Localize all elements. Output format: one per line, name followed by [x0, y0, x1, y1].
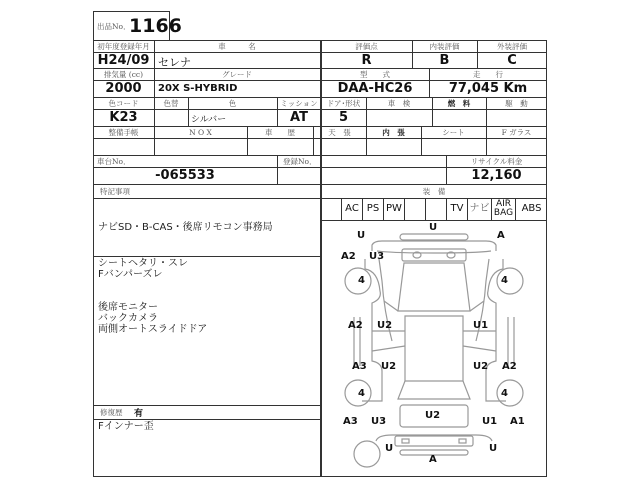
- damage-rear-left: U: [385, 443, 394, 454]
- mileage-label: 走 行: [473, 70, 503, 79]
- car-name-label: 車 名: [218, 42, 256, 51]
- headliner-label: 天 張: [328, 128, 351, 137]
- color-code-value: K23: [109, 110, 138, 125]
- inspector-note: [98, 280, 207, 302]
- color-code-label: 色コード: [108, 99, 139, 108]
- damage-left-rear-fender-a: A3: [343, 416, 358, 427]
- damage-left-rear-door-a: A3: [352, 361, 367, 372]
- displacement-value: 2000: [105, 81, 142, 96]
- lot-number-label: 出品No．: [97, 22, 131, 31]
- model-code-value: DAA-HC26: [337, 81, 413, 96]
- equipment-item: [405, 199, 426, 220]
- recycle-fee-value: 12,160: [471, 168, 522, 183]
- damage-right-front-door: U1: [473, 320, 489, 331]
- repair-note: Fインナー歪: [98, 421, 154, 432]
- windshield-label: F ガラス: [501, 128, 532, 137]
- damage-left-rear-door-b: U2: [381, 361, 397, 372]
- interior-trim-label: 内 張: [382, 128, 405, 137]
- nox-label: N O X: [189, 128, 212, 137]
- damage-right-rear-door-a: U2: [473, 361, 489, 372]
- equipment-abs: ABS: [521, 203, 542, 214]
- damage-rear-bumper: A: [429, 454, 437, 465]
- damage-right-rear-fender-b: A1: [510, 416, 525, 427]
- score-label: 評価点: [355, 42, 378, 51]
- damage-right-rear-fender-a: U1: [482, 416, 498, 427]
- grade-label: グレード: [222, 70, 252, 79]
- reg-date-label: 初年度登録年月: [97, 42, 150, 51]
- inspector-notes: [98, 258, 207, 335]
- inspector-note: 後席モニター: [98, 302, 158, 313]
- damage-left-front-door-a: A2: [348, 320, 363, 331]
- damage-front-right: A: [497, 230, 505, 241]
- maintenance-book-label: 整備手帳: [108, 128, 139, 137]
- damage-right-rear-door-b: A2: [502, 361, 517, 372]
- interior-grade-label: 内装評価: [429, 42, 460, 51]
- damage-left-rear-fender-b: U3: [371, 416, 387, 427]
- exterior-grade-label: 外装評価: [497, 42, 527, 51]
- equipment-title: 装 備: [422, 187, 446, 196]
- score-value: R: [361, 53, 372, 68]
- repaint-label: 色替: [163, 99, 179, 108]
- damage-left-front-fender-b: U3: [369, 251, 385, 262]
- model-code-label: 型 式: [360, 70, 390, 79]
- vehicle-history-label: 車 歴: [265, 128, 295, 137]
- door-type-value: 5: [338, 110, 349, 125]
- damage-rear-right: U: [489, 443, 498, 454]
- equipment-navi: ナビ: [468, 199, 492, 220]
- seat-label: シート: [442, 128, 465, 137]
- car-name-value: セレナ: [158, 56, 191, 69]
- drive-label: 駆 動: [505, 99, 528, 108]
- damage-left-front-fender-a: A2: [341, 251, 356, 262]
- equipment-airbag: AIR BAG: [492, 199, 516, 220]
- notes-line-1: ナビSD・B-CAS・後席リモコン事務局: [98, 222, 273, 233]
- inspector-note: Fバンパーズレ: [98, 269, 163, 280]
- mileage-value: 77,045 Km: [448, 81, 528, 96]
- interior-grade-value: B: [439, 53, 450, 68]
- damage-left-front-door-b: U2: [377, 320, 393, 331]
- door-type-label: ドア･形状: [326, 99, 361, 108]
- tire-left-rear: 4: [358, 388, 365, 399]
- reg-date-value: H24/09: [97, 53, 150, 68]
- damage-tailgate: U2: [425, 410, 441, 421]
- inspector-note: シートヘタリ・スレ: [98, 258, 188, 269]
- color-value: シルバー: [191, 115, 227, 125]
- equipment-item: [321, 199, 342, 220]
- equipment-tv: TV: [447, 199, 468, 220]
- tire-right-front: 4: [501, 275, 508, 286]
- chassis-number-value: -065533: [155, 168, 215, 183]
- lot-number-box: [93, 11, 182, 41]
- notes-title: 特記事項: [100, 187, 130, 196]
- equipment-ac: AC: [342, 199, 363, 220]
- exterior-grade-value: C: [507, 53, 517, 68]
- tire-left-front: 4: [358, 275, 365, 286]
- displacement-label: 排気量 (cc): [103, 70, 144, 79]
- grade-value: 20X S-HYBRID: [158, 83, 238, 94]
- lot-number-value: 1166: [129, 15, 182, 37]
- equipment-item: [426, 199, 447, 220]
- inspection-label: 車 検: [387, 99, 411, 108]
- repair-history-value: 有: [134, 409, 144, 419]
- registration-number-label: 登録No．: [283, 157, 317, 166]
- repair-history-label: 修復歴: [100, 408, 123, 417]
- inspector-note: バックカメラ: [98, 313, 158, 324]
- damage-front-bumper: U: [429, 222, 438, 233]
- transmission-value: AT: [290, 110, 308, 125]
- damage-front-left: U: [357, 230, 366, 241]
- equipment-pw: PW: [384, 199, 405, 220]
- tire-right-rear: 4: [501, 388, 508, 399]
- equipment-ps: PS: [363, 199, 384, 220]
- inspector-note: 両側オートスライドドア: [98, 324, 208, 335]
- chassis-number-label: 車台No．: [97, 157, 131, 166]
- color-label: 色: [228, 99, 237, 108]
- fuel-label: 燃 料: [447, 99, 471, 108]
- transmission-label: ミッション: [280, 99, 318, 108]
- recycle-fee-label: リサイクル料金: [470, 157, 523, 166]
- equipment-row: [321, 199, 547, 220]
